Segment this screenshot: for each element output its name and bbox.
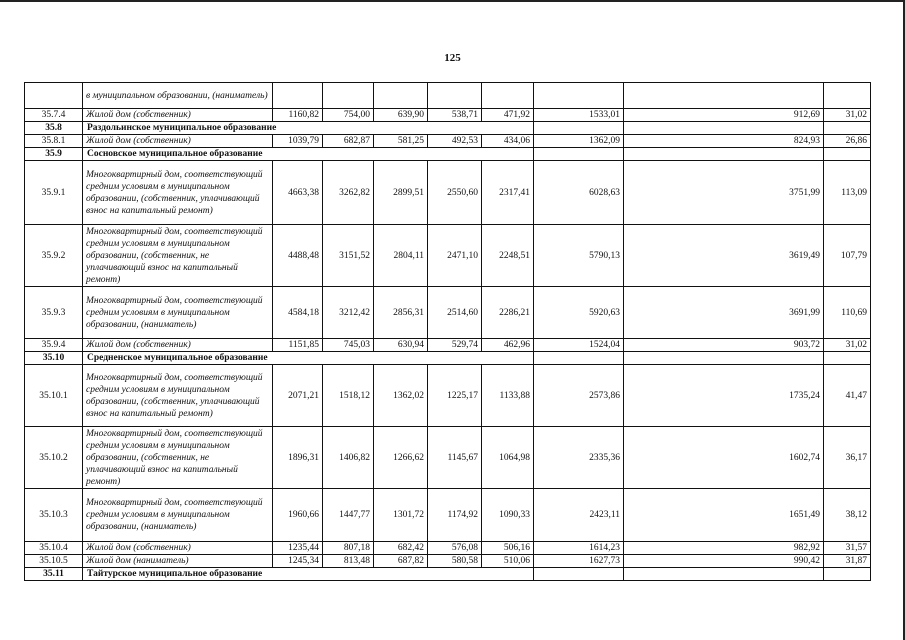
- value-cell: 3619,49: [624, 225, 824, 287]
- item-code: 35.9.2: [25, 225, 83, 287]
- value-cell: 1362,09: [534, 135, 624, 148]
- value-cell: 990,42: [624, 555, 824, 568]
- value-cell: 462,96: [482, 339, 534, 352]
- value-cell: 31,57: [824, 542, 871, 555]
- value-cell: 1090,33: [482, 489, 534, 542]
- item-name: Многоквартирный дом, соответствующий средним условиям в муниципальном образовании, (собственник, уплачивающий взнос на капитальный ремонт): [83, 365, 273, 427]
- value-cell: 3691,99: [624, 287, 824, 339]
- value-cell: 434,06: [482, 135, 534, 148]
- item-code: 35.7.4: [25, 109, 83, 122]
- item-name: в муниципальном образовании, (наниматель): [83, 83, 273, 109]
- value-cell: 31,87: [824, 555, 871, 568]
- item-name: Жилой дом (собственник): [83, 542, 273, 555]
- value-cell: [482, 83, 534, 109]
- item-name: Жилой дом (собственник): [83, 339, 273, 352]
- value-cell: 745,03: [323, 339, 374, 352]
- empty-cell: [534, 122, 624, 135]
- value-cell: 2899,51: [374, 161, 428, 225]
- value-cell: 1960,66: [273, 489, 323, 542]
- value-cell: 912,69: [624, 109, 824, 122]
- empty-cell: [534, 148, 624, 161]
- value-cell: 1602,74: [624, 427, 824, 489]
- item-name: Жилой дом (собственник): [83, 109, 273, 122]
- value-cell: 682,87: [323, 135, 374, 148]
- value-cell: 31,02: [824, 109, 871, 122]
- value-cell: 1524,04: [534, 339, 624, 352]
- value-cell: 4663,38: [273, 161, 323, 225]
- item-code: 35.10.5: [25, 555, 83, 568]
- value-cell: 538,71: [428, 109, 482, 122]
- value-cell: 576,08: [428, 542, 482, 555]
- value-cell: 1266,62: [374, 427, 428, 489]
- value-cell: 41,47: [824, 365, 871, 427]
- value-cell: 5920,63: [534, 287, 624, 339]
- value-cell: 1039,79: [273, 135, 323, 148]
- section-title: Средненское муниципальное образование: [83, 352, 534, 365]
- value-cell: 1064,98: [482, 427, 534, 489]
- table-body: [25, 83, 871, 581]
- value-cell: 982,92: [624, 542, 824, 555]
- empty-cell: [824, 148, 871, 161]
- value-cell: 2248,51: [482, 225, 534, 287]
- value-cell: [824, 83, 871, 109]
- empty-cell: [534, 352, 624, 365]
- value-cell: [323, 83, 374, 109]
- table-row: [25, 339, 871, 352]
- item-code: [25, 83, 83, 109]
- value-cell: 1614,23: [534, 542, 624, 555]
- value-cell: [534, 83, 624, 109]
- value-cell: 1447,77: [323, 489, 374, 542]
- value-cell: 2071,21: [273, 365, 323, 427]
- item-name: Многоквартирный дом, соответствующий средним условиям в муниципальном образовании, (собственник, не уплачивающий взнос на капитальный ремонт): [83, 225, 273, 287]
- page-number: 125: [444, 52, 461, 64]
- value-cell: 1225,17: [428, 365, 482, 427]
- value-cell: 107,79: [824, 225, 871, 287]
- tariff-table: [24, 82, 871, 581]
- item-name: Многоквартирный дом, соответствующий средним условиям в муниципальном образовании, (собственник, уплачивающий взнос на капитальный ремонт): [83, 161, 273, 225]
- section-title: Тайтурское муниципальное образование: [83, 568, 534, 581]
- section-title: Раздольинское муниципальное образование: [83, 122, 534, 135]
- empty-cell: [624, 568, 824, 581]
- value-cell: 1896,31: [273, 427, 323, 489]
- value-cell: 26,86: [824, 135, 871, 148]
- value-cell: [428, 83, 482, 109]
- item-code: 35.10.1: [25, 365, 83, 427]
- empty-cell: [624, 352, 824, 365]
- value-cell: 2286,21: [482, 287, 534, 339]
- value-cell: 2423,11: [534, 489, 624, 542]
- value-cell: 2550,60: [428, 161, 482, 225]
- section-code: 35.11: [25, 568, 83, 581]
- empty-cell: [824, 352, 871, 365]
- table-row: [25, 225, 871, 287]
- value-cell: 471,92: [482, 109, 534, 122]
- value-cell: 2856,31: [374, 287, 428, 339]
- value-cell: [374, 83, 428, 109]
- value-cell: 529,74: [428, 339, 482, 352]
- table-row: [25, 135, 871, 148]
- value-cell: 1735,24: [624, 365, 824, 427]
- value-cell: 510,06: [482, 555, 534, 568]
- value-cell: 687,82: [374, 555, 428, 568]
- empty-cell: [534, 568, 624, 581]
- value-cell: [624, 83, 824, 109]
- value-cell: 36,17: [824, 427, 871, 489]
- value-cell: 2573,86: [534, 365, 624, 427]
- section-header-row: [25, 122, 871, 135]
- value-cell: 903,72: [624, 339, 824, 352]
- value-cell: 2514,60: [428, 287, 482, 339]
- value-cell: 2335,36: [534, 427, 624, 489]
- value-cell: 1151,85: [273, 339, 323, 352]
- section-code: 35.9: [25, 148, 83, 161]
- table-row: [25, 489, 871, 542]
- value-cell: 3212,42: [323, 287, 374, 339]
- item-name: Жилой дом (наниматель): [83, 555, 273, 568]
- item-code: 35.10.2: [25, 427, 83, 489]
- value-cell: 1406,82: [323, 427, 374, 489]
- section-header-row: [25, 352, 871, 365]
- scan-border-top: [0, 0, 905, 2]
- item-code: 35.9.4: [25, 339, 83, 352]
- empty-cell: [824, 568, 871, 581]
- item-name: Многоквартирный дом, соответствующий средним условиям в муниципальном образовании, (собственник, не уплачивающий взнос на капитальный ремонт): [83, 427, 273, 489]
- value-cell: 1301,72: [374, 489, 428, 542]
- item-code: 35.8.1: [25, 135, 83, 148]
- value-cell: 110,69: [824, 287, 871, 339]
- value-cell: 813,48: [323, 555, 374, 568]
- value-cell: 3751,99: [624, 161, 824, 225]
- value-cell: 2471,10: [428, 225, 482, 287]
- table-row: [25, 542, 871, 555]
- value-cell: 682,42: [374, 542, 428, 555]
- empty-cell: [624, 148, 824, 161]
- value-cell: 31,02: [824, 339, 871, 352]
- value-cell: 4584,18: [273, 287, 323, 339]
- item-name: Жилой дом (собственник): [83, 135, 273, 148]
- value-cell: 754,00: [323, 109, 374, 122]
- item-name: Многоквартирный дом, соответствующий средним условиям в муниципальном образовании, (наниматель): [83, 287, 273, 339]
- value-cell: 1174,92: [428, 489, 482, 542]
- value-cell: 506,16: [482, 542, 534, 555]
- value-cell: 492,53: [428, 135, 482, 148]
- value-cell: 1235,44: [273, 542, 323, 555]
- value-cell: 1627,73: [534, 555, 624, 568]
- value-cell: 113,09: [824, 161, 871, 225]
- value-cell: 38,12: [824, 489, 871, 542]
- value-cell: 1245,34: [273, 555, 323, 568]
- value-cell: 1145,67: [428, 427, 482, 489]
- table-row: [25, 427, 871, 489]
- value-cell: 6028,63: [534, 161, 624, 225]
- item-code: 35.10.4: [25, 542, 83, 555]
- item-code: 35.10.3: [25, 489, 83, 542]
- table-row: [25, 287, 871, 339]
- value-cell: 1133,88: [482, 365, 534, 427]
- value-cell: 5790,13: [534, 225, 624, 287]
- value-cell: 2804,11: [374, 225, 428, 287]
- value-cell: 3151,52: [323, 225, 374, 287]
- value-cell: 1533,01: [534, 109, 624, 122]
- table-row: [25, 161, 871, 225]
- value-cell: 824,93: [624, 135, 824, 148]
- empty-cell: [824, 122, 871, 135]
- value-cell: [273, 83, 323, 109]
- value-cell: 639,90: [374, 109, 428, 122]
- value-cell: 1362,02: [374, 365, 428, 427]
- section-title: Сосновское муниципальное образование: [83, 148, 534, 161]
- value-cell: 4488,48: [273, 225, 323, 287]
- value-cell: 1160,82: [273, 109, 323, 122]
- value-cell: 630,94: [374, 339, 428, 352]
- section-code: 35.8: [25, 122, 83, 135]
- section-header-row: [25, 148, 871, 161]
- value-cell: 2317,41: [482, 161, 534, 225]
- item-code: 35.9.3: [25, 287, 83, 339]
- section-code: 35.10: [25, 352, 83, 365]
- table-row: [25, 555, 871, 568]
- section-header-row: [25, 568, 871, 581]
- value-cell: 1651,49: [624, 489, 824, 542]
- value-cell: 1518,12: [323, 365, 374, 427]
- table-row: [25, 109, 871, 122]
- value-cell: 581,25: [374, 135, 428, 148]
- value-cell: 580,58: [428, 555, 482, 568]
- empty-cell: [624, 122, 824, 135]
- table-row: [25, 365, 871, 427]
- value-cell: 807,18: [323, 542, 374, 555]
- item-code: 35.9.1: [25, 161, 83, 225]
- item-name: Многоквартирный дом, соответствующий средним условиям в муниципальном образовании, (наниматель): [83, 489, 273, 542]
- value-cell: 3262,82: [323, 161, 374, 225]
- table-row: [25, 83, 871, 109]
